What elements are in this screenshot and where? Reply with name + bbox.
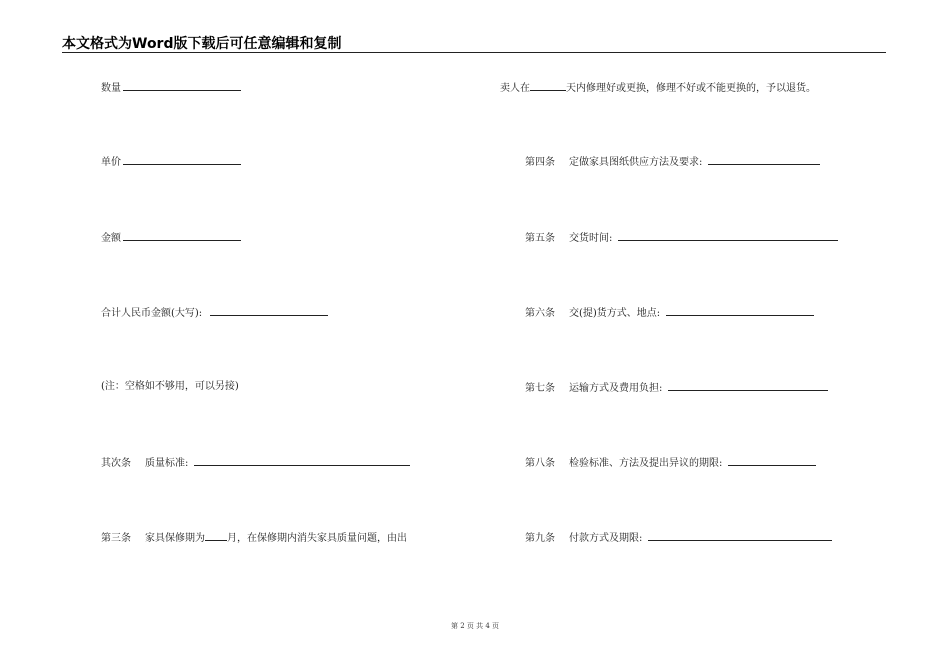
article-9-label: 第九条 (525, 533, 555, 544)
amount-line (101, 230, 241, 245)
quantity-label: 数量 (101, 83, 121, 94)
article-5-text: 交货时间: (569, 233, 613, 244)
article-8-blank (728, 455, 816, 466)
quantity-line (101, 80, 241, 95)
total-rmb-blank (210, 305, 328, 316)
amount-blank (123, 230, 241, 241)
article-4-text: 定做家具图纸供应方法及要求: (569, 157, 703, 168)
article-4-line (525, 154, 820, 169)
article-9-line (525, 530, 832, 545)
article-7-label: 第七条 (525, 383, 555, 394)
unit-price-line (101, 154, 241, 169)
article-3-blank (205, 530, 227, 541)
article-9-blank (648, 530, 832, 541)
note-line (101, 380, 239, 393)
article-2-label: 其次条 (101, 458, 131, 469)
note-text: (注：空格如不够用，可以另接) (101, 381, 239, 392)
article-3-label: 第三条 (101, 533, 131, 544)
article-2-text: 质量标准: (145, 458, 189, 469)
header-divider (62, 52, 886, 53)
total-rmb-label: 合计人民币金额(大写): (101, 308, 203, 319)
amount-label: 金额 (101, 233, 121, 244)
continuation-post: 天内修理好或更换，修理不好或不能更换的，予以退货。 (566, 83, 816, 94)
unit-price-label: 单价 (101, 157, 121, 168)
article-6-line (525, 305, 814, 320)
article-7-text: 运输方式及费用负担: (569, 383, 663, 394)
article-3-text-pre: 家具保修期为 (145, 533, 205, 544)
article-3-line (101, 530, 407, 545)
article-8-text: 检验标准、方法及提出异议的期限: (569, 458, 723, 469)
article-6-label: 第六条 (525, 308, 555, 319)
article-3-text-post: 月，在保修期内消失家具质量问题，由出 (227, 533, 407, 544)
total-rmb-line (101, 305, 328, 320)
article-7-blank (668, 380, 828, 391)
quantity-blank (123, 80, 241, 91)
article-8-line (525, 455, 816, 470)
document-header-title: 本文格式为Word版下载后可任意编辑和复制 (62, 36, 342, 52)
article-6-blank (666, 305, 814, 316)
article-2-line (101, 455, 410, 470)
article-4-label: 第四条 (525, 157, 555, 168)
continuation-blank (530, 80, 566, 91)
unit-price-blank (123, 154, 241, 165)
article-5-line (525, 230, 838, 245)
article-8-label: 第八条 (525, 458, 555, 469)
article-2-blank (194, 455, 410, 466)
article-6-text: 交(提)货方式、地点: (569, 308, 661, 319)
continuation-line (500, 80, 816, 95)
page-number: 第 2 页 共 4 页 (450, 622, 500, 630)
continuation-pre: 卖人在 (500, 83, 530, 94)
article-9-text: 付款方式及期限: (569, 533, 643, 544)
article-4-blank (708, 154, 820, 165)
article-5-label: 第五条 (525, 233, 555, 244)
article-7-line (525, 380, 828, 395)
article-5-blank (618, 230, 838, 241)
